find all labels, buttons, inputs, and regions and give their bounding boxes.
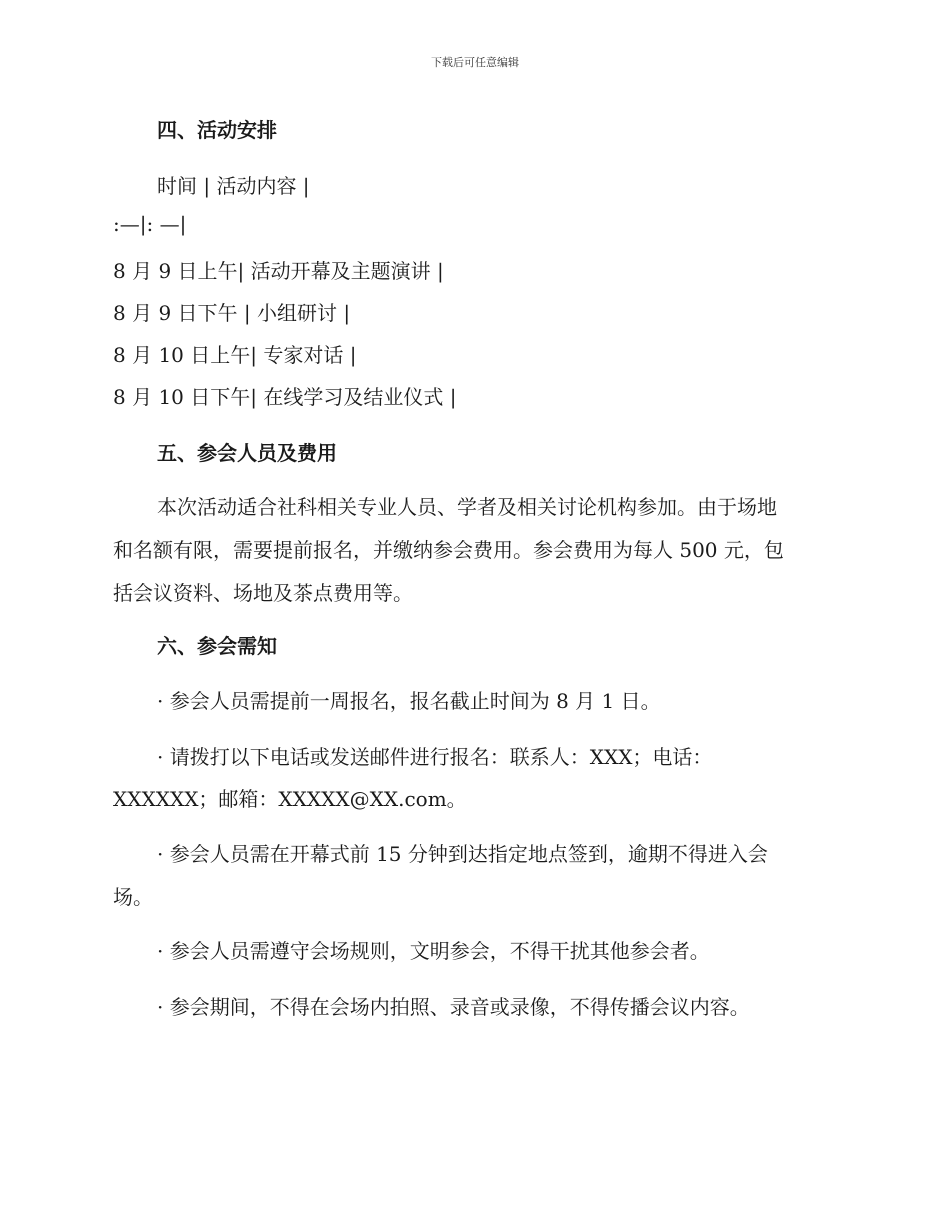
- notice-bullet: · 参会人员需提前一周报名，报名截止时间为 8 月 1 日。: [157, 689, 661, 713]
- notice-bullet: · 请拨打以下电话或发送邮件进行报名：联系人：XXX；电话：: [157, 745, 713, 769]
- notice-bullet: · 参会期间，不得在会场内拍照、录音或录像，不得传播会议内容。: [157, 995, 750, 1019]
- schedule-row: 8 月 10 日上午| 专家对话 |: [113, 343, 357, 367]
- schedule-row: 8 月 9 日下午 | 小组研讨 |: [113, 301, 351, 325]
- schedule-row: 8 月 10 日下午| 在线学习及结业仪式 |: [113, 385, 457, 409]
- notice-bullet: · 参会人员需遵守会场规则，文明参会，不得干扰其他参会者。: [157, 939, 710, 963]
- section-5-heading: 五、参会人员及费用: [157, 441, 337, 465]
- schedule-table-separator: :—|: —|: [113, 212, 187, 236]
- notice-bullet-continuation: XXXXXX；邮箱：XXXXX@XX.com。: [113, 787, 467, 811]
- section-4-heading: 四、活动安排: [157, 118, 277, 142]
- fee-paragraph-line: 和名额有限，需要提前报名，并缴纳参会费用。参会费用为每人 500 元，包: [113, 538, 784, 562]
- page-header-note: 下载后可任意编辑: [431, 56, 519, 69]
- schedule-row: 8 月 9 日上午| 活动开幕及主题演讲 |: [113, 259, 444, 283]
- fee-paragraph-line: 本次活动适合社科相关专业人员、学者及相关讨论机构参加。由于场地: [157, 495, 777, 519]
- fee-paragraph-line: 括会议资料、场地及茶点费用等。: [113, 581, 413, 605]
- section-6-heading: 六、参会需知: [157, 634, 277, 658]
- notice-bullet-continuation: 场。: [113, 885, 153, 909]
- notice-bullet: · 参会人员需在开幕式前 15 分钟到达指定地点签到，逾期不得进入会: [157, 842, 768, 866]
- schedule-table-header: 时间 | 活动内容 |: [157, 174, 310, 198]
